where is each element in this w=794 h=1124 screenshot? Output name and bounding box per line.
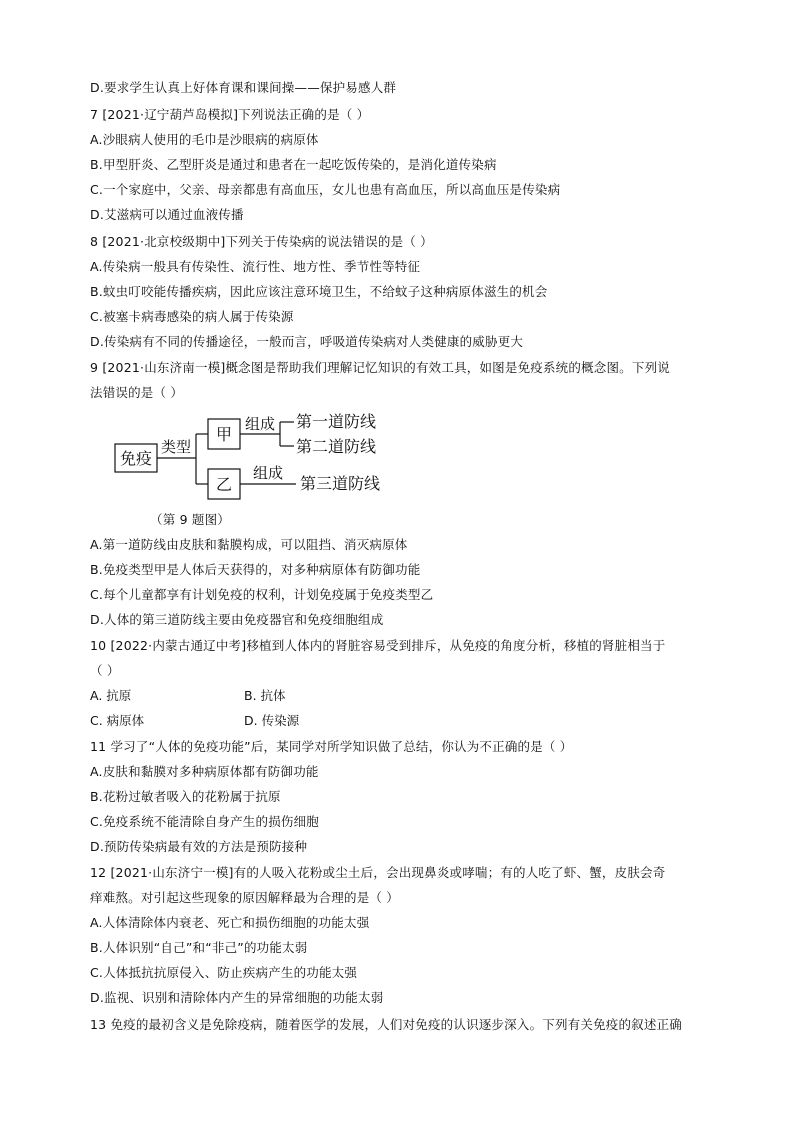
q10-stem: 10 [2022·内蒙古通辽中考]移植到人体内的肾脏容易受到排斥，从免疫的角度分析，移植的肾脏相当于	[90, 638, 666, 653]
q12-option-a: A.人体清除体内衰老、死亡和损伤细胞的功能太强	[90, 915, 370, 930]
type-label: 类型	[160, 438, 192, 456]
q12-stem: 12 [2021·山东济宁一模]有的人吸入花粉或尘土后，会出现鼻炎或哮喘；有的人吃了虾、蟹，皮肤会奇	[90, 865, 666, 880]
q10-option-c: C. 病原体	[90, 713, 145, 728]
node-a-label: 甲	[215, 425, 233, 444]
q9-stem-cont: 法错误的是（ ）	[90, 385, 184, 400]
q10-stem-cont: （ ）	[90, 663, 120, 678]
q7-stem: 7 [2021·辽宁葫芦岛模拟]下列说法正确的是（ ）	[90, 107, 370, 122]
q11-option-b: B.花粉过敏者吸入的花粉属于抗原	[90, 789, 281, 804]
defense-line-2: 第二道防线	[296, 437, 377, 456]
root-label: 免疫	[119, 449, 153, 468]
q11-option-d: D.预防传染病最有效的方法是预防接种	[90, 839, 308, 854]
q9-option-a: A.第一道防线由皮肤和黏膜构成，可以阻挡、消灭病原体	[90, 537, 408, 552]
q8-option-c: C.被塞卡病毒感染的病人属于传染源	[90, 309, 294, 324]
q7-option-c: C.一个家庭中，父亲、母亲都患有高血压，女儿也患有高血压，所以高血压是传染病	[90, 182, 561, 197]
q12-option-b: B.人体识别“自己”和“非己”的功能太弱	[90, 940, 308, 955]
q10-option-b: B. 抗体	[244, 688, 286, 703]
q9-stem: 9 [2021·山东济南一模]概念图是帮助我们理解记忆知识的有效工具，如图是免疫系统的概念图。下列说	[90, 360, 670, 375]
q11-option-c: C.免疫系统不能清除自身产生的损伤细胞	[90, 814, 320, 829]
q12-option-c: C.人体抵抗抗原侵入、防止疾病产生的功能太强	[90, 965, 358, 980]
q8-option-b: B.蚊虫叮咬能传播疾病，因此应该注意环境卫生，不给蚊子这种病原体滋生的机会	[90, 284, 548, 299]
q12-stem-cont: 痒难熬。对引起这些现象的原因解释最为合理的是（ ）	[90, 890, 399, 905]
immune-concept-diagram	[90, 408, 410, 508]
q6-option-d: D.要求学生认真上好体育课和课间操——保护易感人群	[90, 80, 397, 95]
q7-option-b: B.甲型肝炎、乙型肝炎是通过和患者在一起吃饭传染的，是消化道传染病	[90, 157, 497, 172]
node-b-label: 乙	[215, 475, 233, 494]
defense-line-3: 第三道防线	[300, 474, 381, 493]
q10-option-a: A. 抗原	[90, 688, 132, 703]
compose-b-label: 组成	[252, 464, 284, 482]
q7-option-d: D.艾滋病可以通过血液传播	[90, 207, 244, 222]
q12-option-d: D.监视、识别和清除体内产生的异常细胞的功能太弱	[90, 990, 384, 1005]
q11-stem: 11 学习了“人体的免疫功能”后，某同学对所学知识做了总结，你认为不正确的是（ ）	[90, 739, 573, 754]
q13-stem: 13 免疫的最初含义是免除疫病，随着医学的发展，人们对免疫的认识逐步深入。下列有关免疫的叙述正确	[90, 1017, 682, 1032]
q10-option-d: D. 传染源	[244, 713, 300, 728]
q7-option-a: A.沙眼病人使用的毛巾是沙眼病的病原体	[90, 132, 319, 147]
q8-stem: 8 [2021·北京校级期中]下列关于传染病的说法错误的是（ ）	[90, 234, 433, 249]
q11-option-a: A.皮肤和黏膜对多种病原体都有防御功能	[90, 764, 319, 779]
q9-option-d: D.人体的第三道防线主要由免疫器官和免疫细胞组成	[90, 612, 384, 627]
q8-option-a: A.传染病一般具有传染性、流行性、地方性、季节性等特征	[90, 259, 421, 274]
figure-caption: （第 9 题图）	[150, 512, 230, 527]
defense-line-1: 第一道防线	[296, 412, 377, 431]
q9-option-b: B.免疫类型甲是人体后天获得的，对多种病原体有防御功能	[90, 562, 421, 577]
compose-a-label: 组成	[244, 415, 276, 433]
q9-option-c: C.每个儿童都享有计划免疫的权利，计划免疫属于免疫类型乙	[90, 587, 434, 602]
q8-option-d: D.传染病有不同的传播途径，一般而言，呼吸道传染病对人类健康的威胁更大	[90, 334, 524, 349]
